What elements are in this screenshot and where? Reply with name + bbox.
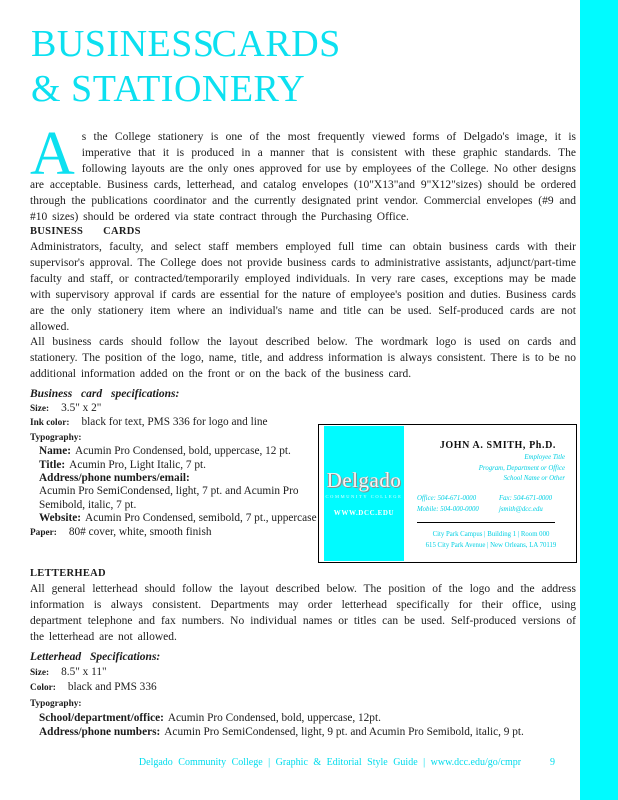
- spec-line-size: [30, 665, 578, 680]
- spec-line-address-email: [30, 472, 324, 485]
- letterhead-specs-title: Letterhead Specifications:: [30, 651, 161, 663]
- spec-label: Color:: [30, 683, 56, 694]
- spec-value: Acumin Pro SemiCondensed, light, 9 pt. and Acumin Pro Semibold, italic, 9 pt.: [164, 726, 524, 739]
- spec-line-color: [30, 680, 578, 695]
- footer-text: Delgado Community College | Graphic & Editorial Style Guide | www.dcc.edu/go/cmpr: [138, 757, 522, 768]
- card-contact-row-1: [417, 493, 565, 504]
- spec-value: 80# cover, white, smooth finish: [68, 525, 212, 538]
- spec-label: Address/phone numbers:: [39, 726, 161, 739]
- card-detail-area: [417, 440, 565, 552]
- page-title: [31, 22, 341, 112]
- letterhead-heading: LETTERHEAD: [30, 568, 106, 579]
- card-contact-block: [417, 493, 565, 515]
- delgado-logo: Delgado: [326, 468, 402, 492]
- card-website-url: WWW.DCC.EDU: [333, 509, 395, 517]
- delgado-logo-subtext: COMMUNITY COLLEGE: [325, 494, 403, 499]
- drop-cap: A: [30, 120, 75, 188]
- card-department: Program, Department or Office: [478, 464, 565, 472]
- spec-line-website: [30, 512, 324, 525]
- business-cards-paragraph-1: Administrators, faculty, and select staff members employed full time can obtain business cards with their supervisor's approval. The College does not provide business cards to administrative assistants, adjunct/part-time faculty and staff, or contracted/temporarily employed individuals. In very rare cases, exceptions may be made with supervisory approval if cards are essential for the nature of employee's position and duties. Business cards are the only stationery item where an individual's name and title can be used. Self-produced cards are not allowed.: [30, 241, 576, 333]
- spec-label: Typography:: [30, 698, 82, 709]
- business-card-specs-list: [30, 402, 324, 540]
- card-address-line-1: City Park Campus | Building 1 | Room 000: [432, 530, 550, 538]
- spec-line-address-phone: [30, 725, 578, 739]
- page-title-line2: & STATIONERY: [31, 68, 306, 110]
- mobile-number: 504-000-0000: [440, 505, 479, 513]
- letterhead-paragraph: All general letterhead should follow the layout described below. The position of the logo and the address information is always consistent. Departments may order letterhead specifically for their office, using department telephone and fax numbers. No individual names or titles can be used. Self-produced versions of the letterhead are not allowed.: [30, 583, 576, 643]
- spec-label: Title:: [39, 458, 66, 471]
- office-number: 504-671-0000: [437, 494, 477, 502]
- card-contact-row-2: [417, 504, 565, 515]
- spec-line-ink-color: [30, 416, 324, 430]
- spec-value: 8.5" x 11": [61, 666, 107, 678]
- card-address-block: [417, 529, 565, 552]
- spec-line-size: [30, 402, 324, 416]
- card-logo-panel: [324, 426, 404, 561]
- fax-number: 504-671-0000: [513, 494, 553, 502]
- spec-label: Name:: [39, 445, 71, 458]
- business-card-specs-title: Business card specifications:: [30, 388, 180, 400]
- fax-label: Fax:: [499, 494, 512, 502]
- spec-value: black for text, PMS 336 for logo and line: [81, 416, 268, 429]
- card-fax: [499, 493, 552, 504]
- spec-label: Paper:: [30, 527, 57, 538]
- right-accent-bar: [580, 0, 618, 800]
- card-school: School Name or Other: [503, 475, 565, 482]
- spec-value: black and PMS 336: [67, 681, 157, 694]
- card-mobile-phone: [417, 504, 499, 515]
- card-email: jsmith@dcc.edu: [499, 505, 543, 513]
- spec-label: Typography:: [30, 432, 82, 443]
- business-card-preview: [318, 424, 577, 563]
- spec-value: Acumin Pro Condensed, bold, uppercase, 12pt.: [167, 711, 381, 724]
- spec-value: 3.5" x 2": [61, 402, 102, 414]
- spec-value: Acumin Pro, Light Italic, 7 pt.: [69, 458, 206, 471]
- card-title-lines: [417, 453, 565, 485]
- spec-value: Acumin Pro Condensed, bold, uppercase, 12 pt.: [75, 445, 291, 458]
- office-label: Office:: [417, 494, 436, 502]
- spec-line-paper: [30, 526, 324, 540]
- card-divider-line: [417, 522, 555, 523]
- spec-label: Address/phone numbers/email:: [39, 472, 190, 485]
- business-cards-heading: BUSINESS CARDS: [30, 226, 141, 237]
- letterhead-specs-list: [30, 665, 578, 739]
- spec-line-address-email-detail: [30, 485, 324, 512]
- spec-line-title: [30, 459, 324, 472]
- spec-line-typography: [30, 431, 324, 445]
- intro-paragraph: [30, 120, 576, 225]
- spec-label: Ink color:: [30, 418, 70, 429]
- spec-line-typography: [30, 696, 578, 711]
- spec-value: Acumin Pro Condensed, semibold, 7 pt., uppercase: [85, 512, 317, 525]
- spec-label: Size:: [30, 668, 50, 678]
- business-cards-paragraph-2: All business cards should follow the layout described below. The wordmark logo is used on cards and stationery. The position of the logo, name, title, and address information is always consistent. There is to be no additional information added on the front or on the back of the business card.: [30, 336, 576, 380]
- card-employee-title: Employee Title: [524, 454, 565, 461]
- spec-label: Size:: [30, 404, 50, 414]
- mobile-label: Mobile:: [417, 505, 439, 513]
- intro-text: s the College stationery is one of the most frequently viewed forms of Delgado's image, it is imperative that it is produced in a manner that is consistent with these graphic standards. The following layouts are the only ones approved for use by employees of the College. No other designs are acceptable. Business cards, letterhead, and catalog envelopes (10"X13"and 9"X12"sizes) should be ordered through the publications coordinator and the currently designated print vendor. Commercial envelopes (#9 and #10 sizes) should be ordered via state contract through the Purchasing Office.: [30, 131, 576, 223]
- card-address-line-2: 615 City Park Avenue | New Orleans, LA 70119: [425, 542, 557, 549]
- spec-line-school-department: [30, 711, 578, 725]
- page-number: 9: [550, 757, 555, 768]
- card-office-phone: [417, 493, 499, 504]
- card-employee-name: JOHN A. SMITH, Ph.D.: [439, 440, 556, 451]
- spec-value: Acumin Pro SemiCondensed, light, 7 pt. and Acumin Pro Semibold, italic, 7 pt.: [39, 485, 299, 511]
- spec-label: Website:: [39, 512, 82, 525]
- page-title-line1: BUSINESS CARDS: [31, 23, 341, 65]
- spec-line-name: [30, 445, 324, 458]
- spec-label: School/department/office:: [39, 711, 164, 724]
